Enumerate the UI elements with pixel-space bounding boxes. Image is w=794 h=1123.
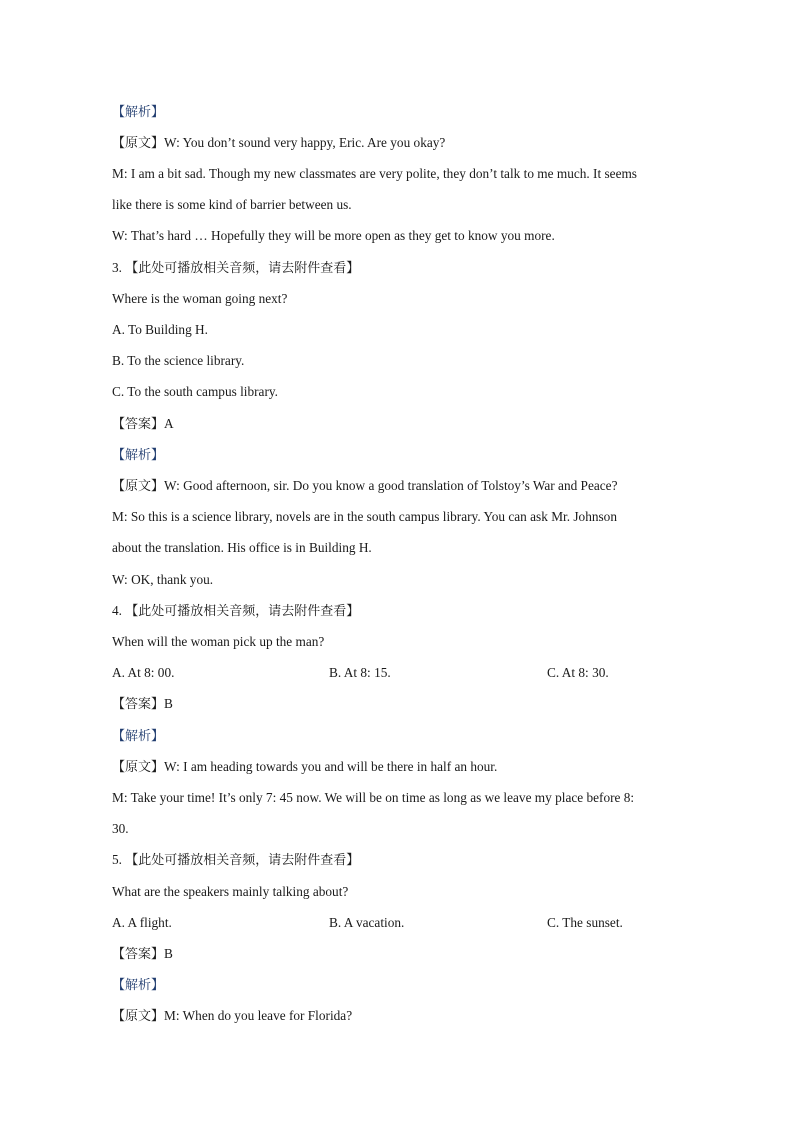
question-3-analysis [112, 445, 694, 466]
question-number: 4. [112, 603, 126, 618]
question-3-header [112, 258, 694, 279]
transcript-line: M: So this is a science library, novels are in the south campus library. You can ask Mr. Johnson [112, 509, 617, 524]
transcript-text: M: When do you leave for Florida? [164, 1008, 353, 1023]
question-5-text: What are the speakers mainly talking about? [112, 884, 349, 899]
audio-note: 【此处可播放相关音频，请去附件查看】 [125, 261, 360, 276]
answer-tag: 【答案】 [112, 417, 165, 432]
transcript-line [112, 133, 694, 154]
transcript-line [112, 1006, 694, 1027]
question-number: 5. [112, 852, 126, 867]
audio-note: 【此处可播放相关音频，请去附件查看】 [125, 853, 360, 868]
analysis-tag: 【解析】 [112, 105, 165, 120]
transcript-text: W: You don’t sound very happy, Eric. Are you okay? [164, 135, 446, 150]
answer-value: B [164, 696, 173, 711]
analysis-heading [112, 102, 694, 123]
question-3-answer [112, 414, 694, 435]
transcript-tag: 【原文】 [112, 136, 165, 151]
question-4-analysis [112, 726, 694, 747]
transcript-tag: 【原文】 [112, 479, 165, 494]
transcript-tag: 【原文】 [112, 760, 165, 775]
question-3-option-b: B. To the science library. [112, 353, 245, 368]
transcript-line [112, 476, 694, 497]
question-4-header [112, 601, 694, 622]
question-5-option-a: A. A flight. [112, 915, 172, 930]
analysis-tag: 【解析】 [112, 729, 165, 744]
transcript-text: W: Good afternoon, sir. Do you know a good translation of Tolstoy’s War and Peace? [164, 478, 618, 493]
answer-tag: 【答案】 [112, 697, 165, 712]
transcript-line: W: That’s hard … Hopefully they will be more open as they get to know you more. [112, 228, 555, 243]
transcript-text: W: I am heading towards you and will be there in half an hour. [164, 759, 498, 774]
question-4-answer [112, 694, 694, 715]
transcript-line: M: I am a bit sad. Though my new classmates are very polite, they don’t talk to me much. It seems [112, 166, 637, 181]
transcript-line: M: Take your time! It’s only 7: 45 now. We will be on time as long as we leave my place before 8: [112, 790, 635, 805]
question-3-text: Where is the woman going next? [112, 291, 288, 306]
answer-tag: 【答案】 [112, 947, 165, 962]
audio-note: 【此处可播放相关音频，请去附件查看】 [125, 604, 360, 619]
transcript-line: about the translation. His office is in Building H. [112, 540, 372, 555]
question-number: 3. [112, 260, 126, 275]
question-3-option-a: A. To Building H. [112, 322, 208, 337]
question-5-answer [112, 944, 694, 965]
transcript-line [112, 757, 694, 778]
transcript-line: 30. [112, 821, 129, 836]
answer-value: A [164, 416, 174, 431]
question-4-option-b: B. At 8: 15. [329, 665, 391, 680]
question-3-option-c: C. To the south campus library. [112, 384, 278, 399]
question-4-option-a: A. At 8: 00. [112, 665, 175, 680]
transcript-line: like there is some kind of barrier between us. [112, 197, 352, 212]
question-5-option-c: C. The sunset. [547, 915, 623, 930]
question-5-option-b: B. A vacation. [329, 915, 405, 930]
question-5-analysis [112, 975, 694, 996]
transcript-line: W: OK, thank you. [112, 572, 214, 587]
question-4-text: When will the woman pick up the man? [112, 634, 325, 649]
question-5-header [112, 850, 694, 871]
question-4-option-c: C. At 8: 30. [547, 665, 609, 680]
transcript-tag: 【原文】 [112, 1009, 165, 1024]
answer-value: B [164, 946, 173, 961]
analysis-tag: 【解析】 [112, 448, 165, 463]
analysis-tag: 【解析】 [112, 978, 165, 993]
